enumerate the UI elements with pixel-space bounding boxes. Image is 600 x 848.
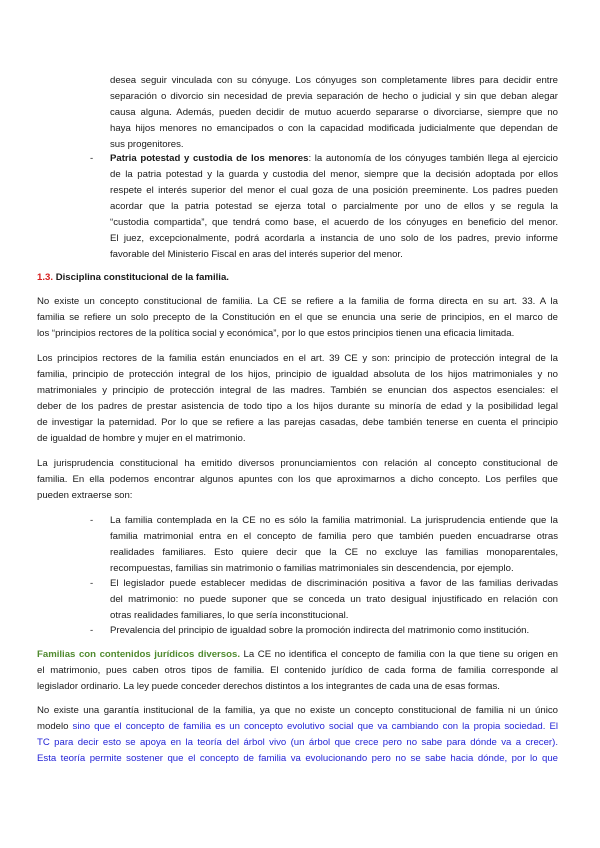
text-line	[37, 649, 558, 661]
text-line: el matrimonio, pues caben otros tipos de familia. El contenido jurídico de cada forma de familia corresponde al	[37, 665, 558, 676]
text-line: recompuestas, familias sin matrimonio o familias matrimoniales sin descendencia, por ejemplo.	[110, 563, 514, 574]
text-line: respete el interés superior del menor el cual goza de una posición preeminente. Los padres pueden	[110, 185, 558, 196]
text-line: haya hijos menores no emancipados o con la capacidad modificada judicialmente que dependan de	[110, 123, 558, 134]
text-line: Los principios rectores de la familia están enunciados en el art. 39 CE y son: principio de protección integral de la	[37, 353, 558, 364]
highlighted-text-line: TC para decir esto se apoya en la teoría del árbol vivo (un árbol que crece pero no sabe para dónde va a crecer).	[37, 737, 558, 748]
text-line: separación o divorcio sin necesidad de previa separación de hecho o judicial y sin que deban alegar	[110, 91, 558, 102]
bullet-title: Patria potestad y custodia de los menores	[110, 153, 309, 164]
text-line: Prevalencia del principio de igualdad sobre la promoción indirecta del matrimonio como institución.	[110, 625, 530, 636]
section-heading	[37, 272, 229, 284]
text-line: otras realidades familiares, lo que sería inconstitucional.	[110, 610, 349, 621]
text-line: legislador ordinario. La ley puede conceder derechos distintos a los integrantes de cada una de esas formas.	[37, 681, 500, 692]
text-line: familia, principio de protección integral de los hijos, principio de igualdad absoluta de los hijos matrimoniales y no	[37, 369, 558, 380]
paragraph-text: La CE no identifica el concepto de familia con la que tiene su origen en	[239, 649, 558, 660]
bullet-dash: -	[90, 153, 94, 164]
text-line: favorable del Ministerio Fiscal en aras del interés superior del menor.	[110, 249, 403, 260]
text-line: desea seguir vinculada con su cónyuge. Los cónyuges son completamente libres para decidir entre	[110, 75, 558, 86]
text-line: matrimoniales y principio de protección integral de las madres. También se enuncian dos aspectos esenciales: el	[37, 385, 558, 396]
text-line: deber de los padres de prestar asistencia de todo tipo a los hijos durante su minoría de edad y la posibilidad legal	[37, 401, 558, 412]
text-line: La familia contemplada en la CE no es sólo la familia matrimonial. La jurisprudencia entiende que la	[110, 515, 558, 526]
text-line: No existe una garantía institucional de la familia, ya que no existe un concepto constitucional de familia ni un único	[37, 705, 558, 716]
text-line: familia se refiere un solo precepto de la Constitución en el que se enuncia una serie de principios, en el marco de	[37, 312, 558, 323]
section-title: Disciplina constitucional de la familia.	[55, 272, 229, 283]
text-line: sus progenitores.	[110, 139, 184, 150]
paragraph-heading: Familias con contenidos jurídicos diversos.	[37, 649, 240, 660]
text-line	[110, 153, 558, 165]
section-number: 1.3.	[37, 272, 54, 283]
text-line: pueden extraerse son:	[37, 490, 133, 501]
text-line: “custodia compartida”, que tendrá como base, el acuerdo de los cónyuges en beneficio del menor.	[110, 217, 558, 228]
bullet-dash: -	[90, 578, 94, 589]
text-line: acordar que la patria potestad se ejerza total o parcialmente por uno de ellos y se regula la	[110, 201, 558, 212]
bullet-dash: -	[90, 515, 94, 526]
text-line: realidades familiares. Esto quiere decir que la CE no excluye las familias monoparentales,	[110, 547, 558, 558]
paragraph-text: modelo	[37, 721, 73, 732]
text-line	[37, 721, 558, 733]
text-line: La jurisprudencia constitucional ha emitido diversos pronunciamientos con relación al concepto constitucional de	[37, 458, 558, 469]
text-line: El legislador puede establecer medidas de discriminación positiva a favor de las familias derivadas	[110, 578, 558, 589]
text-line: familia. En ella podemos encontrar algunos apuntes con los que aproximarnos a dicho concepto. Los perfiles que	[37, 474, 558, 485]
bullet-dash: -	[90, 625, 94, 636]
text-line: familia matrimonial entra en el concepto de familia pero que también pueden encuadrarse otras	[110, 531, 558, 542]
highlighted-text-line: Esta teoría permite sostener que el concepto de familia va evolucionando pero no se sabe hacia dónde, por lo que	[37, 753, 558, 764]
text-line: los “principios rectores de la política social y económica”, por lo que estos principios tienen una eficacia limitada.	[37, 328, 515, 339]
text-line: de la patria potestad y la guarda y custodia del menor, siempre que la decisión adoptada por ellos	[110, 169, 558, 180]
text-line: causa alguna. Además, pueden decidir de mutuo acuerdo separarse o divorciarse, siempre que no	[110, 107, 558, 118]
text-line: No existe un concepto constitucional de familia. La CE se refiere a la familia de forma directa en su art. 33. A la	[37, 296, 558, 307]
text-line: El juez, excepcionalmente, podrá acordarla a instancia de uno solo de los padres, previo informe	[110, 233, 558, 244]
text-line: del matrimonio: no puede suponer que se conceda un trato desigual injustificado en relación con	[110, 594, 558, 605]
highlighted-text: sino que el concepto de familia es un concepto evolutivo social que va cambiando con la propia sociedad. El	[72, 721, 558, 732]
text-line: de investigar la paternidad. Por lo que se refiere a las parejas casadas, debe también tenerse en cuenta el principio	[37, 417, 558, 428]
bullet-text: : la autonomía de los cónyuges también llega al ejercicio	[308, 153, 558, 164]
text-line: de igualdad de hombre y mujer en el matrimonio.	[37, 433, 246, 444]
